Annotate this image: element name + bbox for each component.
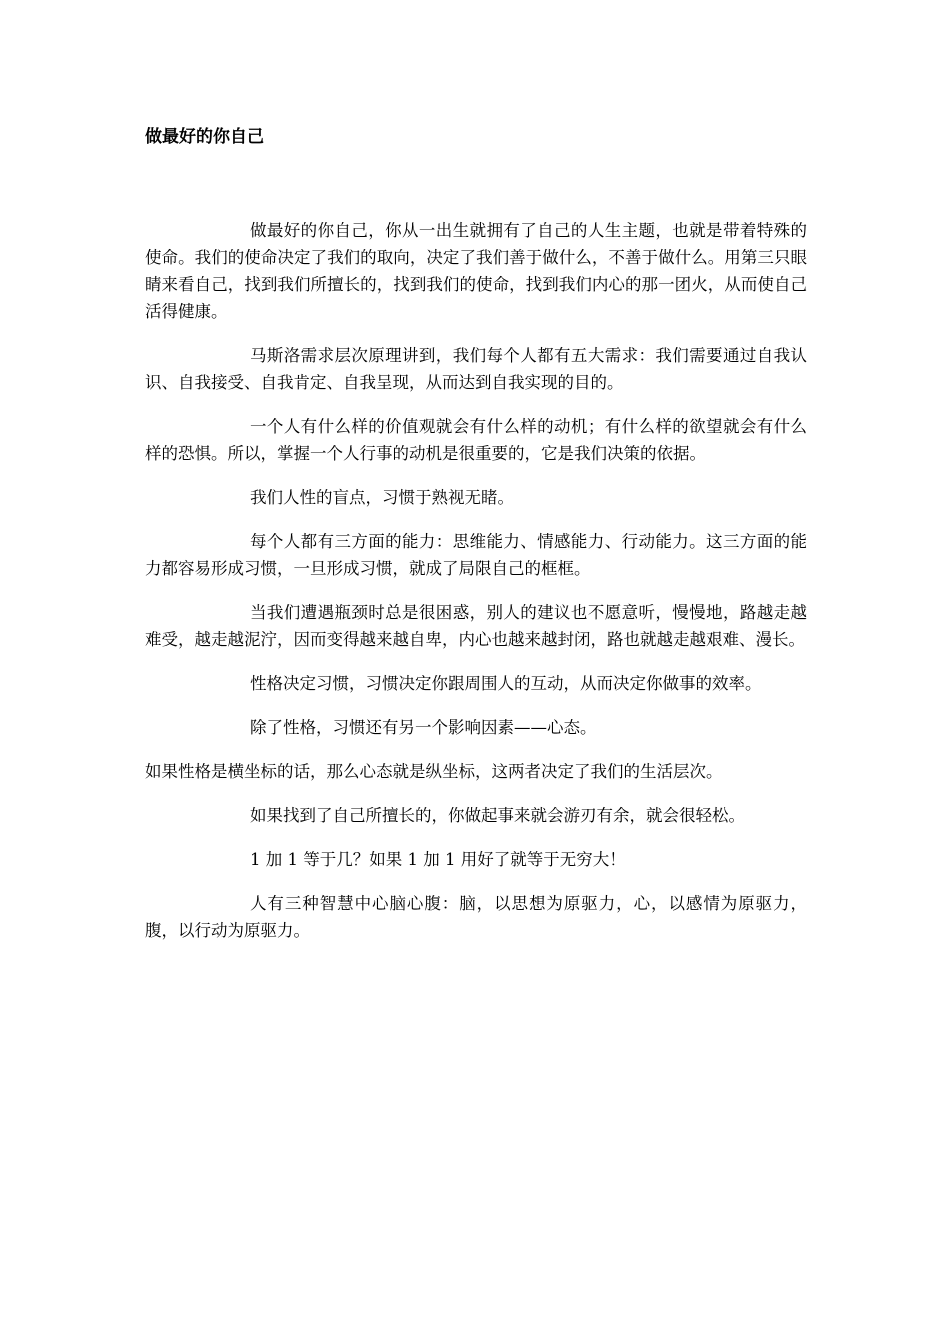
paragraph-6: 当我们遭遇瓶颈时总是很困惑，别人的建议也不愿意听，慢慢地，路越走越难受，越走越泥泞，因而变得越来越自卑，内心也越来越封闭，路也就越走越艰难、漫长。 [145,603,807,649]
document-body [145,217,807,961]
paragraph-5: 每个人都有三方面的能力：思维能力、情感能力、行动能力。这三方面的能力都容易形成习惯，一旦形成习惯，就成了局限自己的框框。 [145,532,807,578]
paragraph-8: 除了性格，习惯还有另一个影响因素——心态。 [250,718,597,737]
paragraph-10: 如果找到了自己所擅长的，你做起事来就会游刃有余，就会很轻松。 [250,806,745,825]
paragraph-3: 一个人有什么样的价值观就会有什么样的动机；有什么样的欲望就会有什么样的恐惧。所以，掌握一个人行事的动机是很重要的，它是我们决策的依据。 [145,417,807,463]
paragraph-11: 1 加 1 等于几？如果 1 加 1 用好了就等于无穷大！ [250,850,626,869]
paragraph-1: 做最好的你自己，你从一出生就拥有了自己的人生主题，也就是带着特殊的使命。我们的使命决定了我们的取向，决定了我们善于做什么，不善于做什么。用第三只眼睛来看自己，找到我们所擅长的，找到我们的使命，找到我们内心的那一团火，从而使自己活得健康。 [145,221,807,321]
paragraph-2: 马斯洛需求层次原理讲到，我们每个人都有五大需求：我们需要通过自我认识、自我接受、自我肯定、自我呈现，从而达到自我实现的目的。 [145,346,807,392]
paragraph-7: 性格决定习惯，习惯决定你跟周围人的互动，从而决定你做事的效率。 [250,674,762,693]
paragraph-12: 人有三种智慧中心脑心腹：脑，以思想为原驱力，心，以感情为原驱力，腹，以行动为原驱力。 [145,894,807,940]
paragraph-4: 我们人性的盲点，习惯于熟视无睹。 [250,488,514,507]
document-title: 做最好的你自己 [145,127,264,147]
paragraph-9: 如果性格是横坐标的话，那么心态就是纵坐标，这两者决定了我们的生活层次。 [145,762,723,781]
